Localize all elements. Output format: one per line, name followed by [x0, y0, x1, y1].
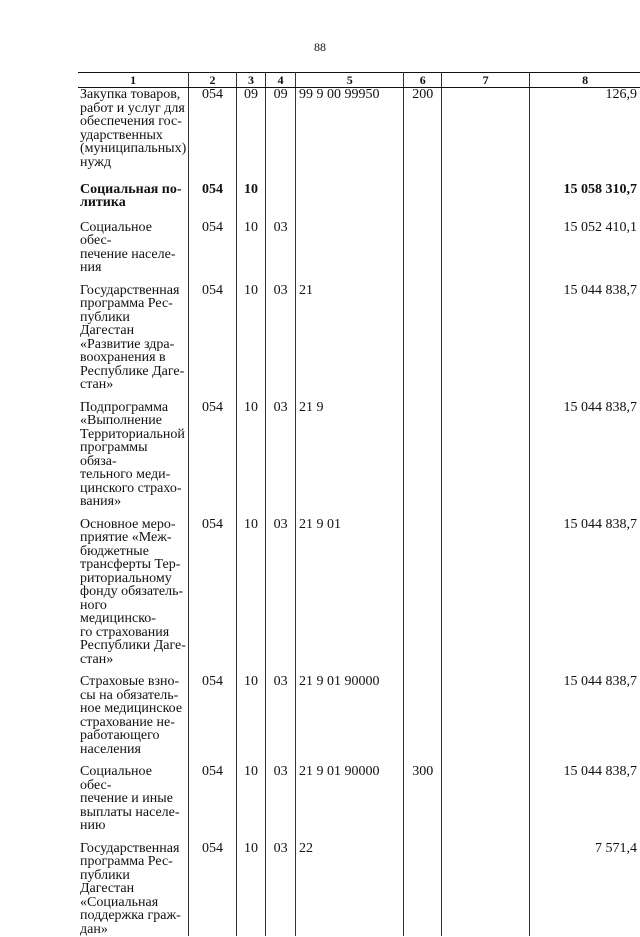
row-name-line: воохранения в [80, 350, 166, 365]
amount-cell: 15 044 838,7 [530, 392, 640, 509]
expense-type-cell [404, 174, 442, 212]
column-7-cell [442, 212, 530, 275]
row-name-line: Государственная [80, 840, 180, 856]
table-row [78, 666, 640, 756]
expense-type-cell [404, 666, 442, 756]
header-cell: 4 [266, 73, 296, 88]
row-name-line: Государственная [80, 282, 180, 298]
subsection-cell: 03 [266, 275, 296, 392]
amount-cell: 15 044 838,7 [530, 275, 640, 392]
row-name-line: программы обяза- [80, 440, 148, 469]
expense-type-cell [404, 392, 442, 509]
table-row [78, 88, 640, 174]
table-row [78, 509, 640, 667]
target-article-cell: 22 [295, 833, 403, 937]
section-cell: 10 [236, 275, 266, 392]
target-article-cell: 21 [295, 275, 403, 392]
page-number: 88 [314, 40, 326, 54]
subsection-cell: 09 [266, 88, 296, 174]
column-7-cell [442, 275, 530, 392]
expense-type-cell: 200 [404, 88, 442, 174]
row-name-line: публики Дагестан [80, 309, 135, 338]
expense-type-cell [404, 212, 442, 275]
row-name-line: работ и услуг для [80, 100, 185, 116]
ministry-code-cell: 054 [189, 392, 236, 509]
target-article-cell: 21 9 01 90000 [295, 756, 403, 833]
row-name-line: публики Дагестан [80, 867, 135, 896]
row-name-line: дан» [80, 921, 108, 937]
amount-cell: 15 058 310,7 [530, 174, 640, 212]
table-row [78, 275, 640, 392]
header-row [78, 73, 640, 88]
expense-type-cell: 300 [404, 756, 442, 833]
row-name-line: ного медицинско- [80, 597, 156, 626]
subsection-cell: 03 [266, 392, 296, 509]
amount-cell: 126,9 [530, 88, 640, 174]
row-name-line: стан» [80, 651, 114, 667]
amount-cell: 15 044 838,7 [530, 756, 640, 833]
row-name-line: страхование не- [80, 714, 175, 730]
table-row [78, 392, 640, 509]
expense-type-cell [404, 509, 442, 667]
row-name-cell [78, 666, 189, 756]
header-cell: 7 [442, 73, 530, 88]
section-cell: 10 [236, 509, 266, 667]
section-cell: 10 [236, 174, 266, 212]
row-name-line: стан» [80, 377, 114, 392]
row-name-line: ное медицинское [80, 701, 183, 716]
subsection-cell: 03 [266, 833, 296, 937]
target-article-cell [295, 212, 403, 275]
row-name-cell [78, 88, 189, 174]
amount-cell: 7 571,4 [530, 833, 640, 937]
row-name-cell [78, 833, 189, 937]
target-article-cell: 99 9 00 99950 [295, 88, 403, 174]
column-7-cell [442, 174, 530, 212]
header-cell: 6 [404, 73, 442, 88]
section-cell: 10 [236, 833, 266, 937]
ministry-code-cell: 054 [189, 212, 236, 275]
column-7-cell [442, 756, 530, 833]
ministry-code-cell: 054 [189, 756, 236, 833]
row-name-line: нужд [80, 154, 112, 170]
target-article-cell: 21 9 01 90000 [295, 666, 403, 756]
target-article-cell: 21 9 01 [295, 509, 403, 667]
table-row [78, 212, 640, 275]
header-cell: 8 [530, 73, 640, 88]
row-name-line: приятие «Меж- [80, 530, 172, 545]
header-cell: 1 [78, 73, 189, 88]
header-cell: 3 [236, 73, 266, 88]
subsection-cell: 03 [266, 666, 296, 756]
row-name-cell [78, 212, 189, 275]
row-name-line: нию [80, 818, 106, 833]
row-name-line: бюджетные [80, 543, 149, 559]
row-name-line: тельного меди- [80, 467, 171, 482]
row-name-line: выплаты населе- [80, 804, 180, 820]
column-7-cell [442, 392, 530, 509]
row-name-line: Основное меро- [80, 516, 176, 532]
row-name-line: поддержка граж- [80, 908, 181, 923]
table-row [78, 756, 640, 833]
row-name-line: Социальное обес- [80, 764, 152, 793]
header-cell: 2 [189, 73, 236, 88]
row-name-line: Социальное обес- [80, 219, 152, 248]
column-7-cell [442, 833, 530, 937]
subsection-cell: 03 [266, 212, 296, 275]
table-row [78, 174, 640, 212]
row-name-line: цинского страхо- [80, 480, 182, 496]
row-name-line: (муниципальных) [80, 141, 187, 156]
row-name-cell [78, 509, 189, 667]
row-name-line: работающего [80, 728, 160, 743]
row-name-cell [78, 756, 189, 833]
section-cell: 10 [236, 212, 266, 275]
row-name-line: обеспечения гос- [80, 114, 182, 129]
row-name-line: населения [80, 741, 141, 757]
row-name-line: «Социальная [80, 894, 159, 910]
row-name-line: вания» [80, 494, 122, 509]
expense-type-cell [404, 275, 442, 392]
expense-type-cell [404, 833, 442, 937]
row-name-line: сы на обязатель- [80, 687, 179, 703]
row-name-line: печение населе- [80, 246, 176, 262]
row-name-line: литика [80, 195, 126, 210]
row-name-line: ния [80, 260, 102, 275]
row-name-line: Территориальной [80, 426, 185, 442]
row-name-line: Страховые взно- [80, 674, 180, 689]
subsection-cell: 03 [266, 756, 296, 833]
row-name-line: риториальному [80, 570, 172, 586]
row-name-line: «Развитие здра- [80, 336, 175, 352]
row-name-cell [78, 174, 189, 212]
ministry-code-cell: 054 [189, 275, 236, 392]
target-article-cell: 21 9 [295, 392, 403, 509]
header-cell: 5 [295, 73, 403, 88]
amount-cell: 15 044 838,7 [530, 666, 640, 756]
ministry-code-cell: 054 [189, 88, 236, 174]
target-article-cell [295, 174, 403, 212]
amount-cell: 15 052 410,1 [530, 212, 640, 275]
row-name-line: Закупка товаров, [80, 87, 181, 102]
row-name-line: печение и иные [80, 791, 173, 806]
section-cell: 10 [236, 392, 266, 509]
column-7-cell [442, 509, 530, 667]
row-name-line: программа Рес- [80, 854, 173, 869]
section-cell: 10 [236, 666, 266, 756]
row-name-line: программа Рес- [80, 296, 173, 311]
row-name-line: Республики Даге- [80, 638, 186, 653]
row-name-line: ударственных [80, 127, 163, 143]
row-name-line: Социальная по- [80, 181, 182, 197]
row-name-cell [78, 392, 189, 509]
row-name-line: «Выполнение [80, 413, 162, 428]
column-7-cell [442, 88, 530, 174]
row-name-line: Республике Даге- [80, 363, 185, 379]
row-name-line: фонду обязатель- [80, 584, 184, 599]
subsection-cell: 03 [266, 509, 296, 667]
ministry-code-cell: 054 [189, 833, 236, 937]
ministry-code-cell: 054 [189, 509, 236, 667]
column-7-cell [442, 666, 530, 756]
amount-cell: 15 044 838,7 [530, 509, 640, 667]
ministry-code-cell: 054 [189, 666, 236, 756]
row-name-line: трансферты Тер- [80, 557, 181, 572]
row-name-cell [78, 275, 189, 392]
budget-table [78, 72, 640, 936]
row-name-line: Подпрограмма [80, 399, 169, 415]
section-cell: 09 [236, 88, 266, 174]
section-cell: 10 [236, 756, 266, 833]
table-row [78, 833, 640, 937]
ministry-code-cell: 054 [189, 174, 236, 212]
subsection-cell [266, 174, 296, 212]
row-name-line: го страхования [80, 624, 170, 640]
